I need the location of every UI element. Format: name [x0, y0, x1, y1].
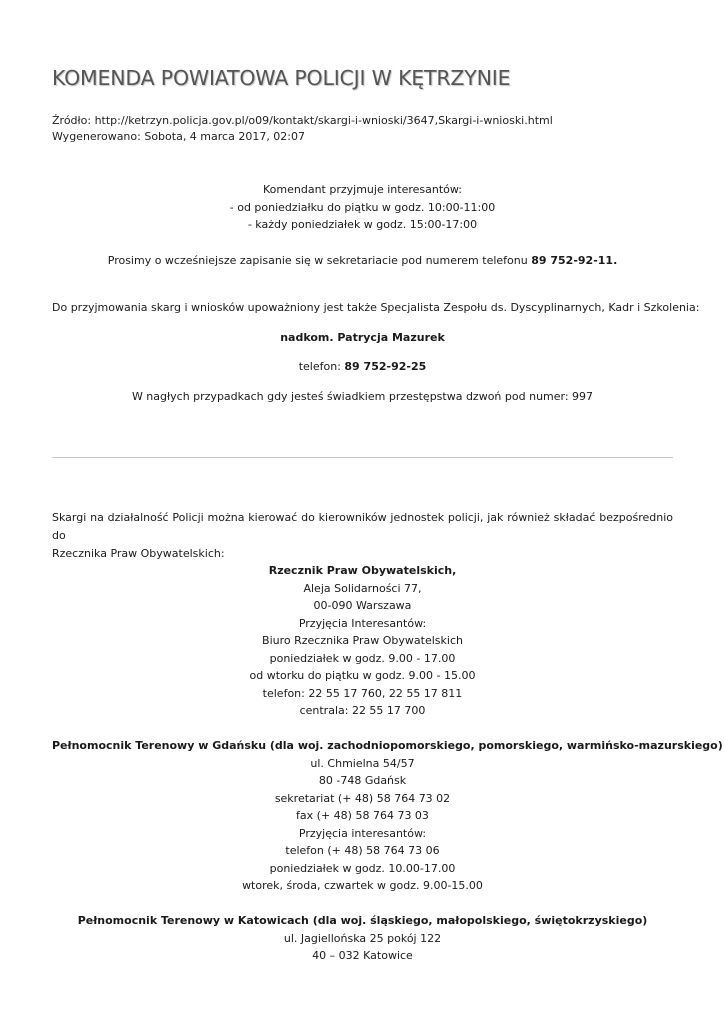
complaints-intro-line2: Rzecznika Praw Obywatelskich:: [52, 547, 225, 560]
source-url: Źródło: http://ketrzyn.policja.gov.pl/o09/kontakt/skargi-i-wnioski/3647,Skargi-i-wnioski.html: [52, 114, 553, 127]
reception-intro: Komendant przyjmuje interesantów:: [263, 183, 462, 196]
page-title: KOMENDA POWIATOWA POLICJI W KĘTRZYNIE: [52, 66, 511, 90]
katowice-block: [52, 912, 673, 965]
rpo-block: [52, 562, 673, 720]
section-divider: [52, 457, 673, 458]
gdansk-line: ul. Chmielna 54/57: [310, 756, 415, 770]
rpo-line: od wtorku do piątku w godz. 9.00 - 15.00: [249, 669, 476, 682]
rpo-line: centrala: 22 55 17 700: [299, 704, 426, 717]
rpo-line: Biuro Rzecznika Praw Obywatelskich: [262, 634, 463, 647]
katowice-line: 40 – 032 Katowice: [312, 949, 413, 962]
gdansk-heading: Pełnomocnik Terenowy w Gdańsku (dla woj. zachodniopomorskiego, pomorskiego, warmińsko-mazurskiego): [52, 739, 723, 752]
reception-hours: [52, 181, 673, 234]
gdansk-line: Przyjęcia interesantów:: [298, 826, 427, 840]
gdansk-line: sekretariat (+ 48) 58 764 73 02: [274, 791, 451, 805]
booking-note: [52, 252, 673, 270]
complaints-intro-line1: Skargi na działalność Policji można kierować do kierowników jednostek policji, jak również składać bezpośrednio do: [52, 511, 673, 542]
booking-line: [52, 252, 673, 270]
reception-line-monday: - każdy poniedziałek w godz. 15:00-17:00: [247, 218, 478, 231]
reception-line-weekdays: - od poniedziałku do piątku w godz. 10:00-11:00: [229, 200, 496, 214]
specialist-phone-label: telefon:: [298, 360, 345, 373]
specialist-phone-row: [52, 358, 673, 376]
specialist-phone-line: [52, 358, 673, 376]
rpo-line: Przyjęcia Interesantów:: [298, 616, 427, 630]
rpo-line: poniedziałek w godz. 9.00 - 17.00: [269, 651, 456, 665]
katowice-line: ul. Jagiellońska 25 pokój 122: [283, 931, 442, 945]
specialist-intro: Do przyjmowania skarg i wniosków upoważniony jest także Specjalista Zespołu ds. Dyscyplinarnych, Kadr i Szkolenia:: [52, 301, 700, 314]
gdansk-line: telefon (+ 48) 58 764 73 06: [285, 844, 440, 857]
gdansk-line: 80 -748 Gdańsk: [318, 774, 407, 787]
booking-phone: 89 752-92-11.: [531, 254, 618, 267]
generated-date: Wygenerowano: Sobota, 4 marca 2017, 02:07: [52, 129, 306, 143]
gdansk-block: [52, 737, 723, 895]
rpo-line: Aleja Solidarności 77,: [303, 581, 422, 595]
gdansk-line: wtorek, środa, czwartek w godz. 9.00-15.00: [242, 879, 483, 892]
specialist-phone: 89 752-92-25: [344, 360, 427, 373]
complaints-intro: [52, 509, 673, 563]
specialist-name: nadkom. Patrycja Mazurek: [280, 331, 445, 344]
emergency-note: W nagłych przypadkach gdy jesteś świadkiem przestępstwa dzwoń pod numer: 997: [131, 390, 594, 403]
booking-text: Prosimy o wcześniejsze zapisanie się w sekretariacie pod numerem telefonu: [107, 254, 532, 267]
rpo-line: telefon: 22 55 17 760, 22 55 17 811: [262, 686, 463, 700]
document-meta: [52, 113, 553, 144]
rpo-line: 00-090 Warszawa: [313, 599, 412, 612]
rpo-heading: Rzecznik Praw Obywatelskich,: [268, 564, 457, 577]
gdansk-line: poniedziałek w godz. 10.00-17.00: [269, 861, 456, 875]
gdansk-line: fax (+ 48) 58 764 73 03: [296, 809, 429, 822]
katowice-heading: Pełnomocnik Terenowy w Katowicach (dla woj. śląskiego, małopolskiego, świętokrzyskiego): [77, 914, 648, 927]
